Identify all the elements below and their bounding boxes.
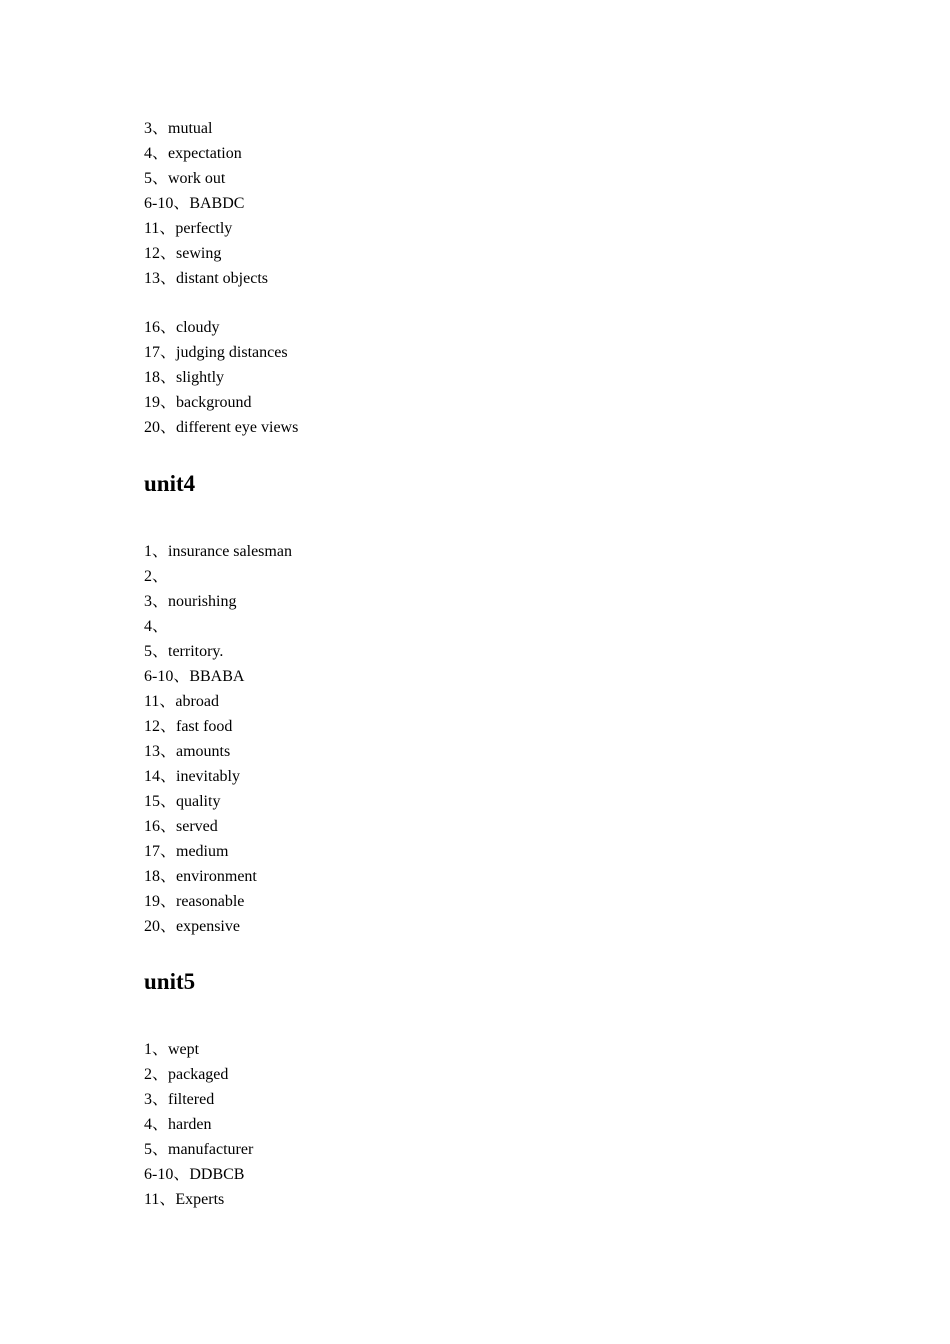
answer-line: 3、filtered	[144, 1091, 215, 1108]
answer-line: 18、slightly	[144, 369, 225, 386]
answer-line: 5、work out	[144, 170, 226, 187]
answer-line: 12、sewing	[144, 245, 222, 262]
answer-line: 2、packaged	[144, 1066, 229, 1083]
answer-line: 6-10、BABDC	[144, 195, 245, 212]
answer-line: 4、harden	[144, 1116, 212, 1133]
answer-line: 4、expectation	[144, 145, 242, 162]
unit4-heading: unit4	[144, 471, 196, 496]
unit5-heading: unit5	[144, 969, 196, 994]
answer-line: 17、judging distances	[144, 344, 288, 361]
unit3-answer-list-a	[144, 116, 268, 291]
answer-line: 18、environment	[144, 868, 257, 885]
answer-line: 11、Experts	[144, 1191, 225, 1208]
answer-line: 16、served	[144, 818, 218, 835]
answer-line: 16、cloudy	[144, 319, 220, 336]
answer-line: 3、mutual	[144, 120, 213, 137]
answer-line: 1、insurance salesman	[144, 543, 292, 560]
answer-line: 14、inevitably	[144, 768, 240, 785]
answer-line: 5、manufacturer	[144, 1141, 254, 1158]
unit4-answer-list	[144, 539, 292, 939]
answer-line: 2、	[144, 568, 169, 585]
answer-line: 11、perfectly	[144, 220, 233, 237]
answer-line: 19、reasonable	[144, 893, 245, 910]
answer-line: 3、nourishing	[144, 593, 237, 610]
unit5-answer-list	[144, 1037, 253, 1212]
unit3-answer-list-b	[144, 315, 298, 440]
answer-line: 6-10、BBABA	[144, 668, 245, 685]
answer-line: 17、medium	[144, 843, 229, 860]
answer-line: 4、	[144, 618, 169, 635]
answer-line: 12、fast food	[144, 718, 233, 735]
answer-line: 5、territory.	[144, 643, 224, 660]
answer-line: 15、quality	[144, 793, 221, 810]
answer-line: 19、background	[144, 394, 252, 411]
answer-line: 20、expensive	[144, 918, 240, 935]
answer-line: 1、wept	[144, 1041, 200, 1058]
answer-line: 20、different eye views	[144, 419, 299, 436]
answer-line: 13、distant objects	[144, 270, 268, 287]
answer-line: 6-10、DDBCB	[144, 1166, 245, 1183]
answer-line: 13、amounts	[144, 743, 231, 760]
answer-line: 11、abroad	[144, 693, 219, 710]
